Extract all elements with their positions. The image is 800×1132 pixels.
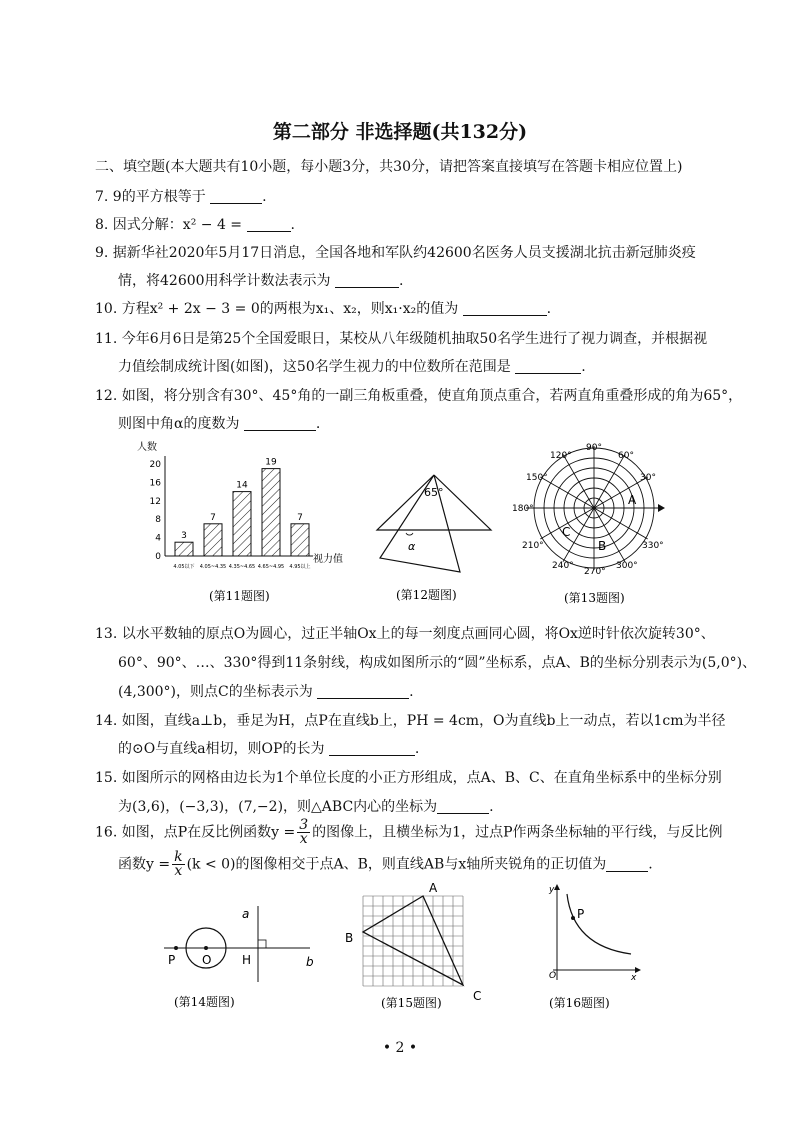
chart-bar bbox=[204, 524, 222, 556]
fig13-point-A: A bbox=[628, 493, 637, 507]
fig14-label-P: P bbox=[168, 953, 176, 967]
chart-bar bbox=[233, 492, 251, 556]
figure-16-caption: (第16题图) bbox=[549, 996, 610, 1010]
fig16-label-O: O bbox=[549, 971, 557, 981]
fig12-alpha-label: α bbox=[408, 540, 416, 553]
chart-bar bbox=[175, 542, 193, 556]
chart-ytick: 12 bbox=[149, 496, 161, 507]
figure-11-bar-chart bbox=[135, 438, 355, 608]
question-15-cont: 为(3,6)，(−3,3)，(7,−2)，则△ABC内心的坐标为 . bbox=[118, 799, 494, 815]
section-title: 第二部分 非选择题(共132分) bbox=[272, 121, 528, 143]
chart-data-label: 7 bbox=[210, 512, 216, 523]
fig16-label-P: P bbox=[577, 907, 585, 921]
fig13-point-B: B bbox=[598, 539, 607, 553]
fig13-point-C: C bbox=[562, 525, 571, 539]
figure-16-hyperbola bbox=[535, 880, 655, 1015]
chart-bar bbox=[262, 469, 280, 556]
chart-data-label: 3 bbox=[181, 531, 187, 542]
question-16: 16. 如图，点P在反比例函数y = $\frac{3}{x}$ 的图像上，且横坐标为1，过点P作两条坐标轴的平行线，与反比例 bbox=[95, 817, 723, 847]
figure-15-grid-triangle bbox=[345, 880, 495, 1015]
question-10: 10. 方程x² + 2x − 3 = 0的两根为x₁、x₂，则x₁·x₂的值为 . bbox=[95, 301, 552, 317]
chart-ytick: 16 bbox=[149, 478, 161, 489]
question-12: 12. 如图，将分别含有30°、45°角的一副三角板重叠，使直角顶点重合，若两直角重叠形成的角为65°， bbox=[95, 388, 743, 404]
section-intro: 二、填空题(本大题共有10小题，每小题3分，共30分，请把答案直接填写在答题卡相应位置上) bbox=[95, 159, 683, 175]
chart-ylabel: 人数 bbox=[137, 442, 157, 453]
fig13-angle-90: 90° bbox=[586, 443, 602, 453]
chart-ytick: 20 bbox=[149, 460, 161, 470]
fig14-label-H: H bbox=[242, 953, 252, 967]
chart-ytick: 0 bbox=[155, 552, 161, 562]
fig13-angle-330: 330° bbox=[642, 541, 664, 551]
fig13-angle-60: 60° bbox=[618, 451, 634, 461]
fig15-point-C: C bbox=[473, 989, 482, 1003]
question-9-cont: 情，将42600用科学计数法表示为 . bbox=[118, 273, 404, 289]
figure-13-polar-grid bbox=[512, 436, 682, 608]
fig14-label-b: b bbox=[306, 955, 314, 969]
fig15-point-A: A bbox=[429, 881, 438, 895]
question-9: 9. 据新华社2020年5月17日消息，全国各地和军队约42600名医务人员支援湖北抗击新冠肺炎疫 bbox=[95, 245, 696, 261]
chart-data-label: 7 bbox=[297, 512, 303, 523]
fig15-point-B: B bbox=[345, 931, 354, 945]
question-13: 13. 以水平数轴的原点O为圆心，过正半轴Ox上的每一刻度点画同心圆，将Ox逆时针依次旋转30°、 bbox=[95, 626, 715, 642]
fig12-angle-label: 65° bbox=[424, 486, 444, 499]
fig14-label-a: a bbox=[242, 907, 250, 921]
fig16-label-x: x bbox=[631, 973, 637, 983]
fig13-angle-210: 210° bbox=[522, 541, 544, 551]
question-13-cont2: (4,300°)，则点C的坐标表示为 . bbox=[118, 684, 414, 700]
question-7: 7. 9的平方根等于 . bbox=[95, 189, 267, 205]
figure-12-triangles bbox=[370, 468, 510, 608]
chart-ytick: 8 bbox=[155, 515, 161, 526]
chart-category-label: 4.65~4.95 bbox=[257, 564, 285, 570]
question-12-cont: 则图中角α的度数为 . bbox=[118, 416, 321, 432]
chart-xlabel: 视力值 bbox=[313, 554, 343, 565]
fig16-label-y: y bbox=[549, 885, 555, 895]
figure-13-caption: (第13题图) bbox=[564, 591, 625, 605]
chart-category-label: 4.05以下 bbox=[173, 564, 195, 570]
chart-category-label: 4.35~4.65 bbox=[228, 564, 256, 570]
chart-category-label: 4.95以上 bbox=[289, 564, 311, 570]
figure-14-circle-lines bbox=[160, 900, 330, 1015]
figure-15-caption: (第15题图) bbox=[381, 996, 442, 1010]
fig13-angle-150: 150° bbox=[526, 473, 548, 483]
figure-12-caption: (第12题图) bbox=[396, 588, 457, 602]
fig14-label-O: O bbox=[202, 953, 212, 967]
question-11-cont: 力值绘制成统计图(如图)，这50名学生视力的中位数所在范围是 . bbox=[118, 359, 586, 375]
fig13-angle-120: 120° bbox=[550, 451, 572, 461]
question-8: 8. 因式分解：x² − 4 = . bbox=[95, 217, 295, 233]
fig13-angle-270: 270° bbox=[584, 567, 606, 577]
chart-data-label: 14 bbox=[236, 480, 248, 491]
page-number: • 2 • bbox=[382, 1040, 418, 1056]
fig13-angle-300: 300° bbox=[616, 561, 638, 571]
figure-11-caption: (第11题图) bbox=[209, 589, 270, 603]
question-16-cont: 函数y = $\frac{k}{x}$ (k < 0)的图像相交于点A、B，则直线AB与x轴所夹锐角的正切值为 . bbox=[118, 849, 653, 879]
chart-data-label: 19 bbox=[265, 457, 277, 468]
fig13-angle-30: 30° bbox=[640, 473, 656, 483]
fig13-angle-240: 240° bbox=[552, 561, 574, 571]
figure-14-caption: (第14题图) bbox=[174, 995, 235, 1009]
chart-ytick: 4 bbox=[155, 533, 161, 544]
chart-bar bbox=[291, 524, 309, 556]
fig13-angle-180: 180° bbox=[512, 504, 534, 514]
question-14: 14. 如图，直线a⊥b，垂足为H，点P在直线b上，PH = 4cm，O为直线b上一动点，若以1cm为半径 bbox=[95, 713, 726, 729]
question-14-cont: 的⊙O与直线a相切，则OP的长为 . bbox=[118, 741, 420, 757]
question-11: 11. 今年6月6日是第25个全国爱眼日，某校从八年级随机抽取50名学生进行了视力调查，并根据视 bbox=[95, 331, 708, 347]
question-13-cont: 60°、90°、…、330°得到11条射线，构成如图所示的“圆”坐标系，点A、B的坐标分别表示为(5,0°)、 bbox=[118, 655, 757, 671]
chart-category-label: 4.05~4.35 bbox=[199, 564, 227, 570]
question-15: 15. 如图所示的网格由边长为1个单位长度的小正方形组成，点A、B、C、在直角坐标系中的坐标分别 bbox=[95, 770, 722, 786]
